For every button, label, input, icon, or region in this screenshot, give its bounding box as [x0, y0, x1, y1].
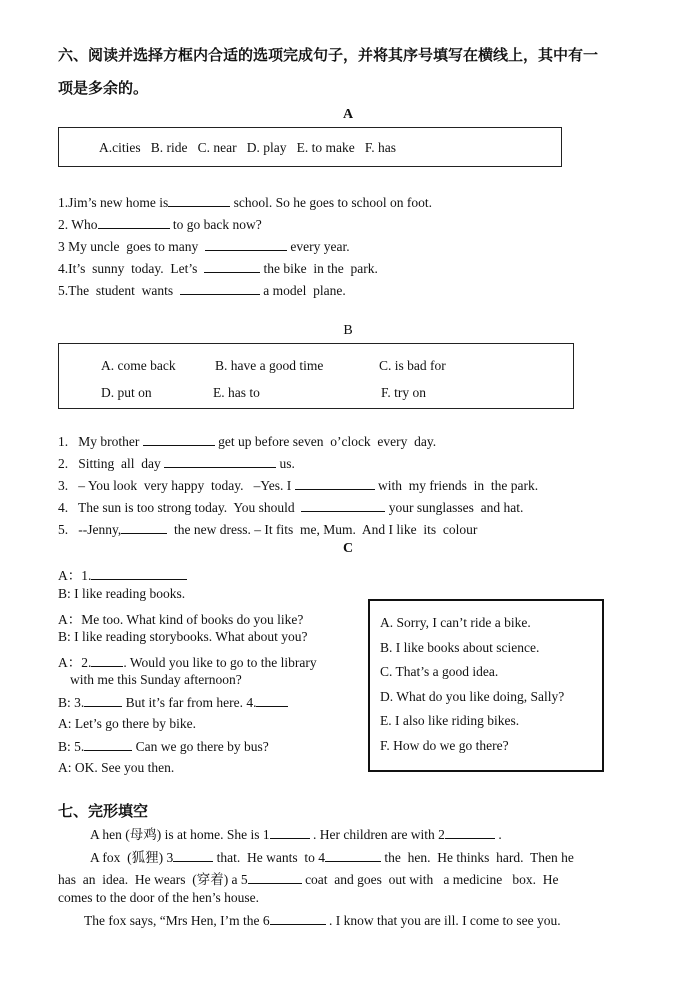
- part-c-label: C: [342, 541, 354, 556]
- answer-blank[interactable]: [84, 694, 122, 707]
- dialogue-line-3: A：Me too. What kind of books do you like?: [58, 612, 304, 627]
- part-c-option-e: E. I also like riding bikes.: [380, 713, 520, 728]
- part-a-options-box: [58, 127, 562, 167]
- part-a-label: A: [342, 107, 354, 122]
- answer-blank[interactable]: [445, 826, 495, 839]
- answer-blank[interactable]: [270, 912, 326, 925]
- dialogue-line-1: A：1.: [58, 564, 187, 584]
- part-a-question-1: 1.Jim’s new home is school. So he goes to school on foot.: [58, 195, 432, 210]
- part-c-option-d: D. What do you like doing, Sally?: [380, 689, 565, 704]
- part-b-option-d: D. put on: [101, 385, 152, 400]
- answer-blank[interactable]: [91, 567, 187, 580]
- answer-blank[interactable]: [301, 499, 385, 512]
- cloze-line-3: has an idea. He wears (穿着) a 5 coat and goes out with a medicine box. He: [58, 872, 559, 887]
- answer-blank[interactable]: [325, 849, 381, 862]
- part-b-options-box: [58, 343, 574, 409]
- answer-blank[interactable]: [84, 738, 132, 751]
- dialogue-line-4: B: I like reading storybooks. What about you?: [58, 629, 308, 644]
- part-b-option-a: A. come back: [101, 358, 176, 373]
- dialogue-line-6: with me this Sunday afternoon?: [70, 672, 242, 687]
- answer-blank[interactable]: [248, 871, 302, 884]
- dialogue-line-2: B: I like reading books.: [58, 586, 186, 601]
- answer-blank[interactable]: [205, 238, 287, 251]
- answer-blank[interactable]: [173, 849, 213, 862]
- part-a-question-3: 3 My uncle goes to many every year.: [58, 239, 350, 254]
- part-b-question-4: 4. The sun is too strong today. You should your sunglasses and hat.: [58, 500, 524, 515]
- part-b-question-1: 1. My brother get up before seven o’clock every day.: [58, 434, 437, 449]
- section-6-title-line-1: 六、阅读并选择方框内合适的选项完成句子，并将其序号填写在横线上，其中有一: [58, 46, 599, 64]
- part-c-option-a: A. Sorry, I can’t ride a bike.: [380, 615, 531, 630]
- answer-blank[interactable]: [121, 521, 167, 534]
- part-c-option-b: B. I like books about science.: [380, 640, 540, 655]
- answer-blank[interactable]: [180, 282, 260, 295]
- part-c-option-f: F. How do we go there?: [380, 738, 509, 753]
- cloze-line-4: comes to the door of the hen’s house.: [58, 890, 259, 905]
- dialogue-line-5: A：2. . Would you like to go to the library: [58, 655, 317, 670]
- cloze-line-2: A fox (狐狸) 3 that. He wants to 4 the hen. He thinks hard. Then he: [90, 850, 574, 865]
- cloze-line-5: The fox says, “Mrs Hen, I’m the 6 . I know that you are ill. I come to see you.: [84, 913, 561, 928]
- dialogue-line-7: B: 3. But it’s far from here. 4.: [58, 694, 288, 711]
- part-a-question-5: 5.The student wants a model plane.: [58, 283, 346, 298]
- answer-blank[interactable]: [270, 826, 310, 839]
- answer-blank[interactable]: [143, 433, 215, 446]
- part-b-question-3: 3. – You look very happy today. –Yes. I with my friends in the park.: [58, 478, 539, 493]
- part-b-option-b: B. have a good time: [215, 358, 324, 373]
- dialogue-line-8: A: Let’s go there by bike.: [58, 716, 196, 731]
- part-b-question-5: 5. --Jenny, the new dress. – It fits me, Mum. And I like its colour: [58, 522, 478, 537]
- answer-blank[interactable]: [91, 654, 123, 667]
- answer-blank[interactable]: [256, 694, 288, 707]
- dialogue-line-10: A: OK. See you then.: [58, 760, 175, 775]
- answer-blank[interactable]: [204, 260, 260, 273]
- section-7-title: 七、完形填空: [58, 802, 149, 820]
- dialogue-line-9: B: 5. Can we go there by bus?: [58, 739, 269, 754]
- part-b-option-c: C. is bad for: [379, 358, 446, 373]
- part-b-label: B: [343, 323, 353, 338]
- part-c-option-c: C. That’s a good idea.: [380, 664, 499, 679]
- part-b-option-f: F. try on: [381, 385, 427, 400]
- part-a-question-4: 4.It’s sunny today. Let’s the bike in the park.: [58, 261, 378, 276]
- part-c-options-box: [368, 599, 604, 772]
- answer-blank[interactable]: [164, 455, 276, 468]
- part-a-question-2: 2. Who to go back now?: [58, 217, 262, 232]
- answer-blank[interactable]: [98, 216, 170, 229]
- section-6-title-line-2: 项是多余的。: [58, 79, 149, 97]
- part-a-options: A.cities B. ride C. near D. play E. to make F. has: [99, 140, 396, 155]
- answer-blank[interactable]: [168, 194, 230, 207]
- cloze-line-1: A hen (母鸡) is at home. She is 1 . Her children are with 2 .: [90, 827, 502, 842]
- part-b-option-e: E. has to: [213, 385, 260, 400]
- answer-blank[interactable]: [295, 477, 375, 490]
- part-b-question-2: 2. Sitting all day us.: [58, 456, 295, 471]
